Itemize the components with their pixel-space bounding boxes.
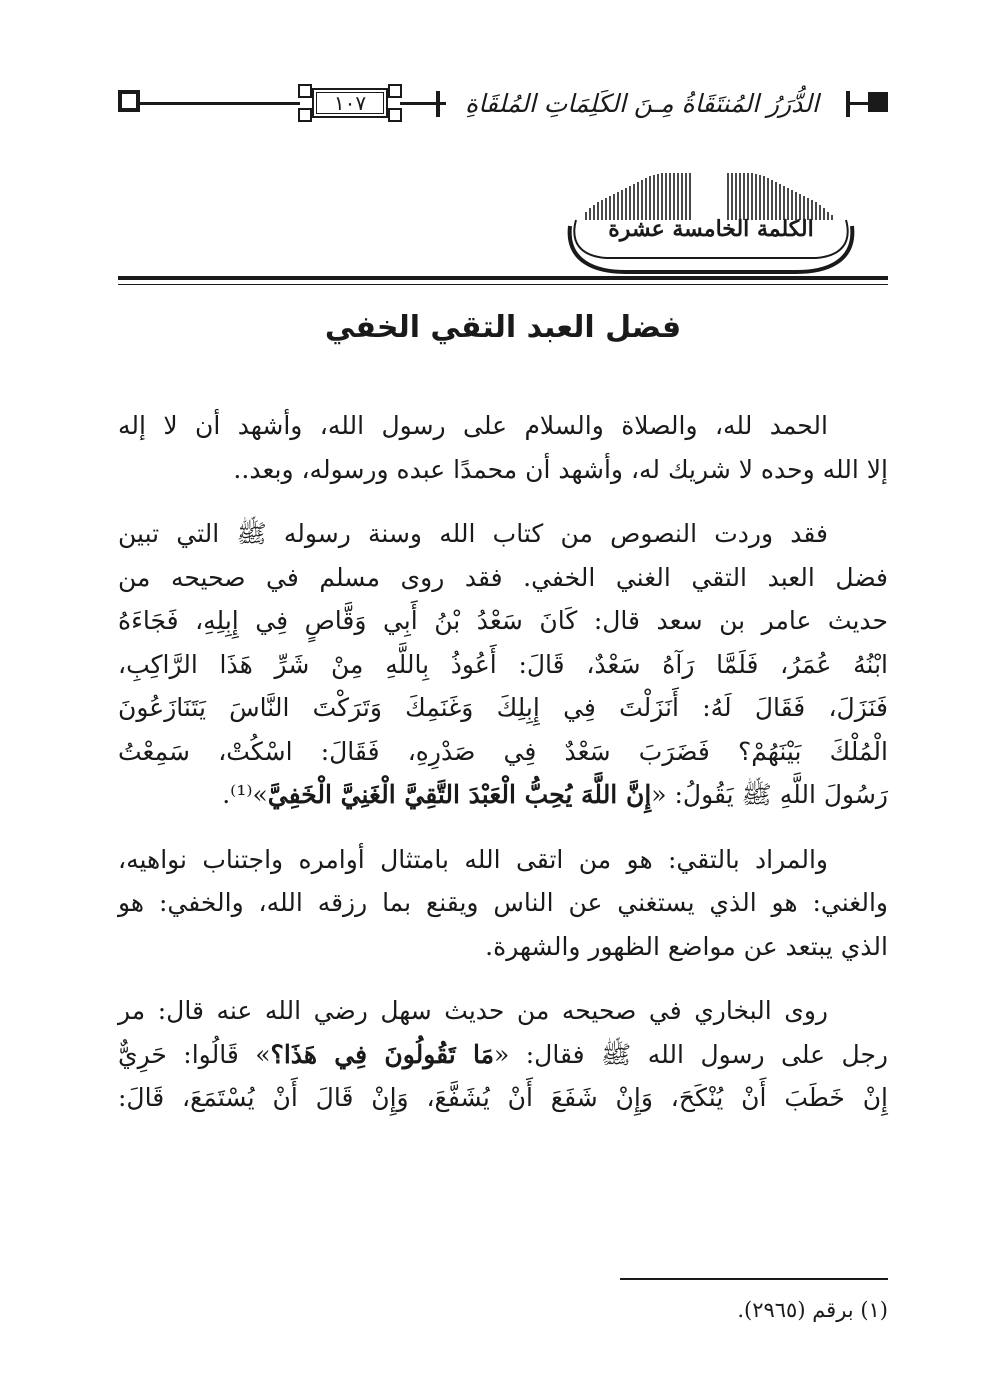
- paragraph-2-line-1: فقد وردت النصوص من كتاب الله وسنة رسوله ﷺ التي تبين: [118, 519, 828, 548]
- footnote-separator: [620, 1278, 888, 1280]
- paragraph-4-line-1: روى البخاري في صحيحه من حديث سهل رضي الله عنه قال: مر: [118, 996, 828, 1025]
- paragraph-3-line-1: والمراد بالتقي: هو من اتقى الله بامتثال أوامره واجتناب نواهيه،: [118, 844, 828, 874]
- paragraph-3-line-3: الذي يبتعد عن مواضع الظهور والشهرة.: [485, 931, 888, 961]
- running-header: [118, 84, 888, 124]
- paragraph-2-line-3: حديث عامر بن سعد قال: كَانَ سَعْدُ بْنُ أَبِي وَقَّاصٍ فِي إِبِلِهِ، فَجَاءَهُ: [118, 606, 888, 635]
- header-bar-left: [436, 91, 440, 117]
- paragraph-4-line-2-pre: رجل على رسول الله ﷺ فقال: «: [493, 1039, 888, 1069]
- chapter-cartouche: [566, 172, 856, 282]
- paragraph-2-line-4: ابْنُهُ عُمَرُ، فَلَمَّا رَآهُ سَعْدٌ، قَالَ: أَعُوذُ بِاللَّهِ مِنْ شَرِّ هَذَا الرَّاكِبِ،: [118, 649, 888, 679]
- hadith-footnote-ref: »⁽¹⁾.: [222, 780, 268, 809]
- book-title: الدُّرَرُ المُنتَقَاةُ مِـنَ الكَلِمَاتِ المُلقَاةِ: [446, 84, 838, 124]
- paragraph-3-line-2: والغني: هو الذي يستغني عن الناس ويقنع بما رزقه الله، والخفي: هو: [118, 888, 888, 917]
- body-text: [118, 404, 888, 1120]
- paragraph-2-line-2: فضل العبد التقي الغني الخفي. فقد روى مسلم في صحيحه من: [118, 562, 888, 592]
- paragraph-4-line-3: إِنْ خَطَبَ أَنْ يُنْكَحَ، وَإِنْ شَفَعَ أَنْ يُشَفَّعَ، وَإِنْ قَالَ أَنْ يُسْتَمَعَ، قَالَ:: [118, 1083, 888, 1112]
- paragraph-4-line-2-post: » قَالُوا: حَرِيٌّ: [118, 1039, 271, 1069]
- chapter-label: الكلمة الخامسة عشرة: [608, 216, 814, 242]
- header-square-ornament-right: [868, 92, 888, 112]
- paragraph-2-line-6: الْمُلْكَ بَيْنَهُمْ؟ فَضَرَبَ سَعْدٌ فِي صَدْرِهِ، فَقَالَ: اسْكُتْ، سَمِعْتُ: [118, 736, 888, 766]
- paragraph-2-line-5: فَنَزَلَ، فَقَالَ لَهُ: أَنَزَلْتَ فِي إِبِلِكَ وَغَنَمِكَ وَتَرَكْتَ النَّاسَ يَتَنَازَعُونَ: [118, 693, 888, 722]
- header-rule-mid: [400, 102, 448, 105]
- header-rule-left: [140, 102, 300, 105]
- paragraph-4-quote-bold: مَا تَقُولُونَ فِي هَذَا؟: [270, 1039, 494, 1069]
- header-square-ornament-left: [118, 90, 140, 112]
- title-rule-thin: [118, 284, 888, 285]
- footnote: (١) برقم (٢٩٦٥).: [737, 1298, 888, 1322]
- hadith-quote-bold: إِنَّ اللَّهَ يُحِبُّ الْعَبْدَ التَّقِيَّ الْغَنِيَّ الْخَفِيَّ: [267, 780, 652, 809]
- page-number-box: [296, 84, 404, 122]
- page-number: ١٠٧: [333, 91, 367, 115]
- paragraph-1-line-1: الحمد لله، والصلاة والسلام على رسول الله، وأشهد أن لا إله: [118, 411, 828, 440]
- section-title: فضل العبد التقي الخفي: [324, 310, 682, 345]
- paragraph-2-line-7: [118, 773, 888, 817]
- title-rule-thick: [118, 276, 888, 280]
- paragraph-4-line-2: [118, 1033, 888, 1077]
- paragraph-1-line-2: إلا الله وحده لا شريك له، وأشهد أن محمدًا عبده ورسوله، وبعد..: [233, 454, 888, 484]
- hadith-intro: رَسُولَ اللَّهِ ﷺ يَقُولُ: «: [651, 780, 888, 809]
- header-rule-right: [846, 102, 868, 105]
